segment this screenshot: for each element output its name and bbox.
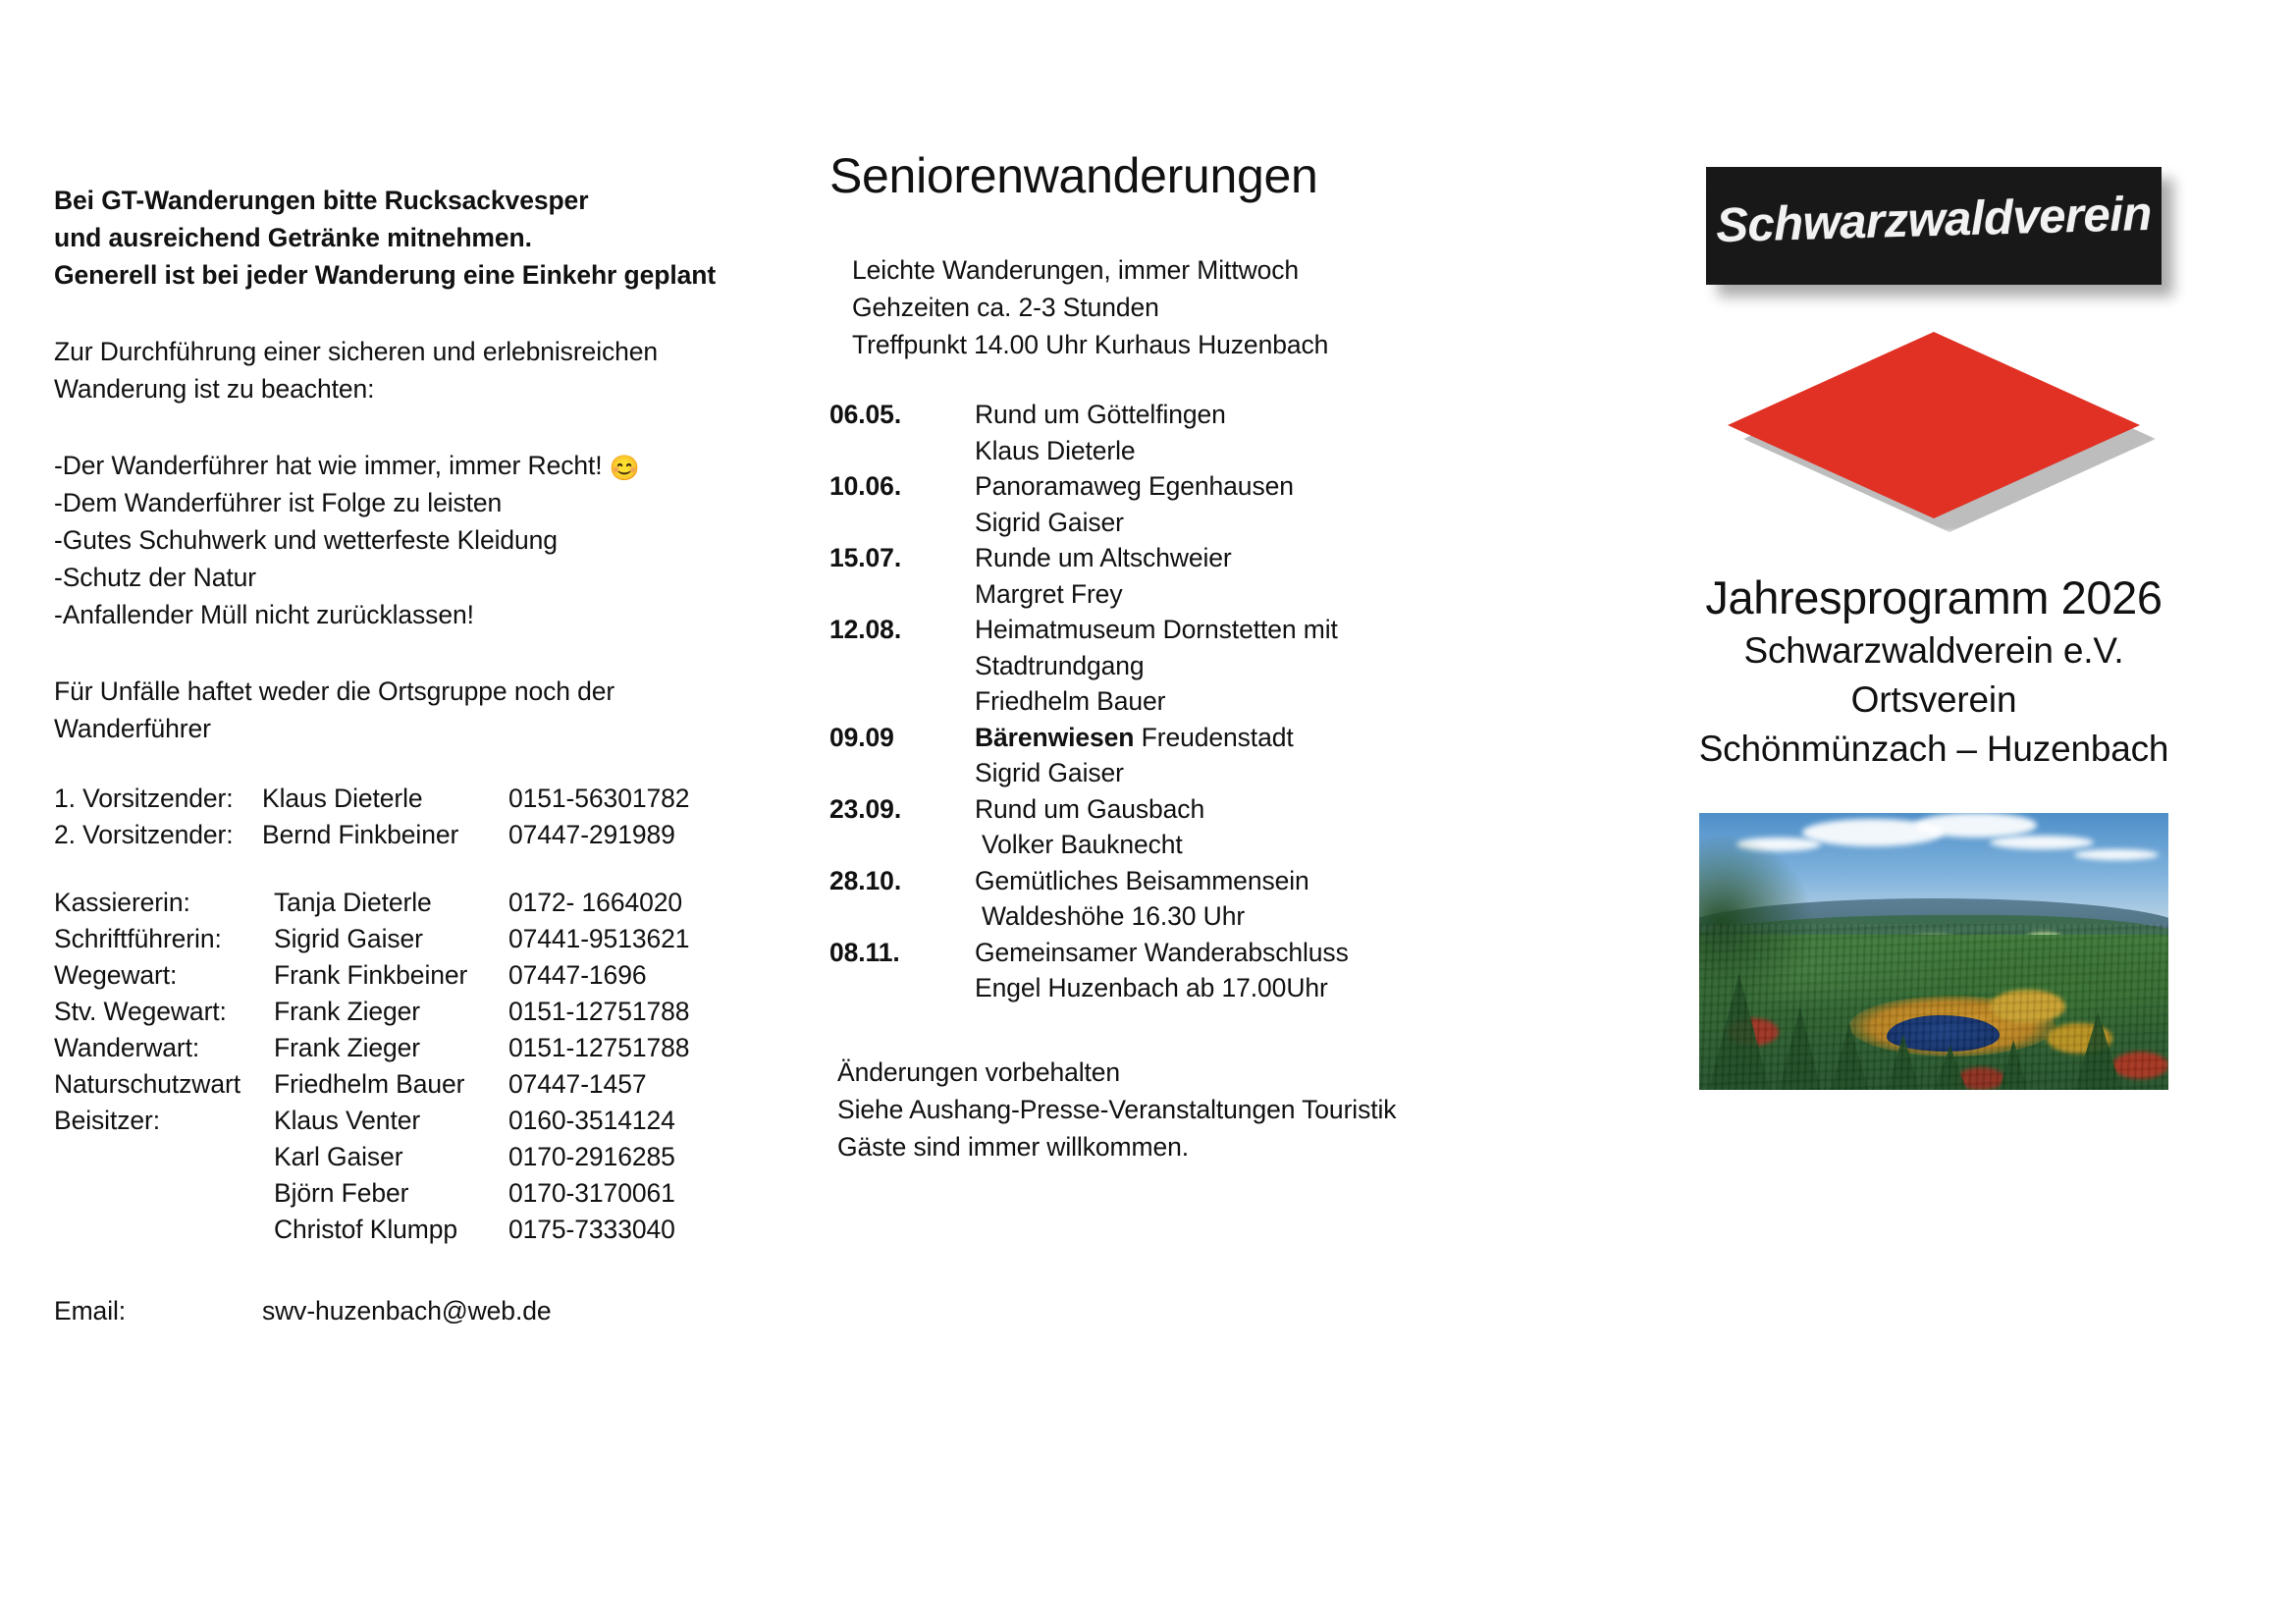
contact-role [54, 1212, 262, 1248]
contact-name: Frank Zieger [274, 997, 421, 1026]
table-row [54, 1030, 689, 1066]
table-row [54, 885, 689, 921]
table-row [54, 1212, 689, 1248]
contact-role: Naturschutzwart [54, 1069, 240, 1099]
hike-date-blank [829, 755, 971, 791]
hike-date: 12.08. [829, 615, 902, 644]
table-row [54, 1175, 689, 1212]
contact-phone: 0151-12751788 [508, 1033, 690, 1062]
table-row [54, 817, 689, 853]
footnote-line: Gäste sind immer willkommen. [837, 1131, 1189, 1162]
left-column [54, 182, 780, 1329]
hike-title [971, 720, 1349, 756]
table-row [829, 827, 1349, 863]
table-row [829, 576, 1349, 613]
hike-title: Gemütliches Beisammensein [975, 865, 1309, 895]
contact-name: Friedhelm Bauer [274, 1069, 465, 1099]
table-row [829, 898, 1349, 935]
contact-phone: 07447-1696 [508, 960, 647, 990]
hike-title-cont: Stadtrundgang [975, 650, 1145, 680]
contact-name: Frank Zieger [274, 1033, 421, 1062]
contact-phone: 07447-1457 [508, 1069, 647, 1099]
table-row [829, 612, 1349, 648]
contact-name: Karl Gaiser [274, 1142, 403, 1171]
rule-text: -Der Wanderführer hat wie immer, immer Recht! [54, 451, 603, 480]
table-row [829, 683, 1349, 720]
email-address[interactable]: swv-huzenbach@web.de [262, 1296, 552, 1326]
gt-notice [54, 182, 780, 294]
contact-phone: 07441-9513621 [508, 924, 690, 953]
contact-role: Wanderwart: [54, 1033, 200, 1062]
program-title-block [1629, 569, 2238, 774]
email-row [54, 1293, 780, 1329]
contact-role: Stv. Wegewart: [54, 997, 227, 1026]
hike-title: Runde um Altschweier [975, 543, 1232, 572]
contact-role: Wegewart: [54, 960, 178, 990]
table-row [54, 957, 689, 994]
hike-leader: Klaus Dieterle [975, 435, 1136, 465]
table-row [54, 994, 689, 1030]
contact-role: Schriftführerin: [54, 924, 222, 953]
org-name: Schwarzwaldverein e.V. [1743, 630, 2124, 671]
table-spacer-row [54, 853, 689, 885]
hike-location-time: Engel Huzenbach ab 17.00Uhr [975, 973, 1328, 1002]
table-row [829, 755, 1349, 791]
safety-intro-line: Zur Durchführung einer sicheren und erlebnisreichen [54, 337, 659, 366]
rule-item: -Dem Wanderführer ist Folge zu leisten [54, 488, 503, 517]
contact-phone: 0151-12751788 [508, 997, 690, 1026]
table-row [54, 1066, 689, 1103]
hike-date-blank [829, 433, 971, 469]
table-row [829, 791, 1349, 828]
org-branch: Ortsverein [1850, 679, 2017, 720]
contact-name: Klaus Venter [274, 1106, 421, 1135]
table-row [829, 648, 1349, 684]
hike-title: Panoramaweg Egenhausen [975, 471, 1294, 501]
middle-column [829, 147, 1517, 1165]
red-diamond-emblem [1728, 332, 2140, 518]
rule-item: -Anfallender Müll nicht zurücklassen! [54, 600, 474, 629]
contact-name: Frank Finkbeiner [274, 960, 468, 990]
contact-name: Tanja Dieterle [274, 888, 432, 917]
contact-name: Christof Klumpp [274, 1215, 458, 1244]
hike-date: 15.07. [829, 543, 902, 572]
table-row [829, 970, 1349, 1006]
safety-intro [54, 333, 780, 407]
liability-note [54, 673, 780, 747]
org-location: Schönmünzach – Huzenbach [1698, 729, 2169, 769]
hike-date-blank [829, 576, 971, 613]
table-row [829, 863, 1349, 899]
table-row [54, 781, 689, 817]
hike-leader: Volker Bauknecht [982, 830, 1183, 859]
contact-name: Sigrid Gaiser [274, 924, 423, 953]
table-row [54, 921, 689, 957]
table-row [54, 1139, 689, 1175]
right-column [1629, 167, 2238, 1090]
hike-date-blank [829, 827, 971, 863]
rule-item: -Schutz der Natur [54, 563, 256, 592]
table-row [829, 397, 1349, 433]
landscape-photo [1699, 813, 2168, 1090]
logo-wordmark: Schwarzwaldverein [1715, 187, 2153, 253]
contact-phone: 0170-2916285 [508, 1142, 675, 1171]
hike-leader: Sigrid Gaiser [975, 758, 1124, 787]
hike-title: Rund um Gausbach [975, 793, 1205, 824]
contact-role [54, 1139, 262, 1175]
hike-schedule-table [829, 397, 1349, 1006]
footnote-line: Siehe Aushang-Presse-Veranstaltungen Touristik [837, 1094, 1397, 1124]
hike-date-blank [829, 898, 971, 935]
schedule-footnotes [829, 1054, 1517, 1165]
contact-role: 2. Vorsitzender: [54, 820, 234, 849]
rule-item: -Gutes Schuhwerk und wetterfeste Kleidung [54, 525, 558, 555]
gt-notice-line: und ausreichend Getränke mitnehmen. [54, 223, 532, 252]
hike-title: Rund um Göttelfingen [975, 400, 1226, 429]
table-row [829, 935, 1349, 971]
table-row [829, 720, 1349, 756]
hike-leader: Margret Frey [975, 578, 1123, 609]
logo-box [1706, 167, 2162, 285]
table-row [829, 540, 1349, 576]
senior-hikes-intro [829, 251, 1517, 363]
liability-line: Wanderführer [54, 714, 211, 743]
contact-role [54, 1175, 262, 1212]
board-contacts-table [54, 781, 689, 1248]
table-row [829, 433, 1349, 469]
hike-date-blank [829, 648, 971, 684]
gt-notice-line: Bei GT-Wanderungen bitte Rucksackvesper [54, 186, 589, 215]
rule-item [54, 447, 780, 484]
rules-list [54, 447, 780, 633]
hike-title: Gemeinsamer Wanderabschluss [975, 937, 1349, 967]
contact-phone: 07447-291989 [508, 820, 675, 849]
contact-phone: 0151-56301782 [508, 784, 690, 813]
liability-line: Für Unfälle haftet weder die Ortsgruppe noch der [54, 677, 615, 706]
diamond-shape [1728, 332, 2140, 518]
contact-phone: 0172- 1664020 [508, 888, 683, 917]
table-row [54, 1103, 689, 1139]
contact-phone: 0170-3170061 [508, 1178, 675, 1208]
hike-date: 08.11. [829, 937, 900, 967]
photo-cloud [2074, 849, 2159, 860]
email-label: Email: [54, 1296, 127, 1326]
intro-line: Treffpunkt 14.00 Uhr Kurhaus Huzenbach [852, 330, 1329, 359]
contact-role: 1. Vorsitzender: [54, 784, 234, 813]
intro-line: Leichte Wanderungen, immer Mittwoch [852, 255, 1300, 285]
contact-role: Beisitzer: [54, 1106, 160, 1135]
table-row [829, 468, 1349, 505]
contact-phone: 0175-7333040 [508, 1215, 675, 1244]
footnote-line: Änderungen vorbehalten [837, 1056, 1121, 1087]
contact-phone: 0160-3514124 [508, 1106, 675, 1135]
hike-date: 06.05. [829, 400, 902, 429]
hike-date-blank [829, 970, 971, 1006]
hike-title-rest: Freudenstadt [1134, 722, 1294, 752]
hike-title: Heimatmuseum Dornstetten mit [975, 615, 1338, 644]
hike-leader: Friedhelm Bauer [975, 686, 1166, 716]
schwarzwaldverein-logo [1706, 167, 2162, 285]
page-title: Jahresprogramm 2026 [1705, 571, 2163, 623]
senior-hikes-title: Seniorenwanderungen [829, 148, 1318, 203]
hike-date: 09.09 [829, 722, 894, 752]
contact-name: Björn Feber [274, 1178, 409, 1208]
gt-notice-line: Generell ist bei jeder Wanderung eine Einkehr geplant [54, 260, 717, 290]
hike-date-blank [829, 505, 971, 541]
photo-texture [1699, 924, 2168, 1090]
table-row [829, 505, 1349, 541]
smiling-face-icon: 😊 [609, 455, 640, 482]
photo-cloud [1990, 836, 2093, 849]
hike-leader: Sigrid Gaiser [975, 507, 1124, 537]
hike-date-blank [829, 683, 971, 720]
contact-role: Kassiererin: [54, 888, 190, 917]
hike-date: 23.09. [829, 793, 902, 824]
safety-intro-line: Wanderung ist zu beachten: [54, 374, 375, 404]
hike-location-time: Waldeshöhe 16.30 Uhr [982, 901, 1246, 931]
hike-date: 28.10. [829, 865, 902, 895]
hike-date: 10.06. [829, 471, 902, 501]
intro-line: Gehzeiten ca. 2-3 Stunden [852, 293, 1159, 322]
contact-name: Bernd Finkbeiner [262, 820, 459, 849]
hike-title-highlight: Bärenwiesen [975, 722, 1135, 752]
contact-name: Klaus Dieterle [262, 784, 423, 813]
